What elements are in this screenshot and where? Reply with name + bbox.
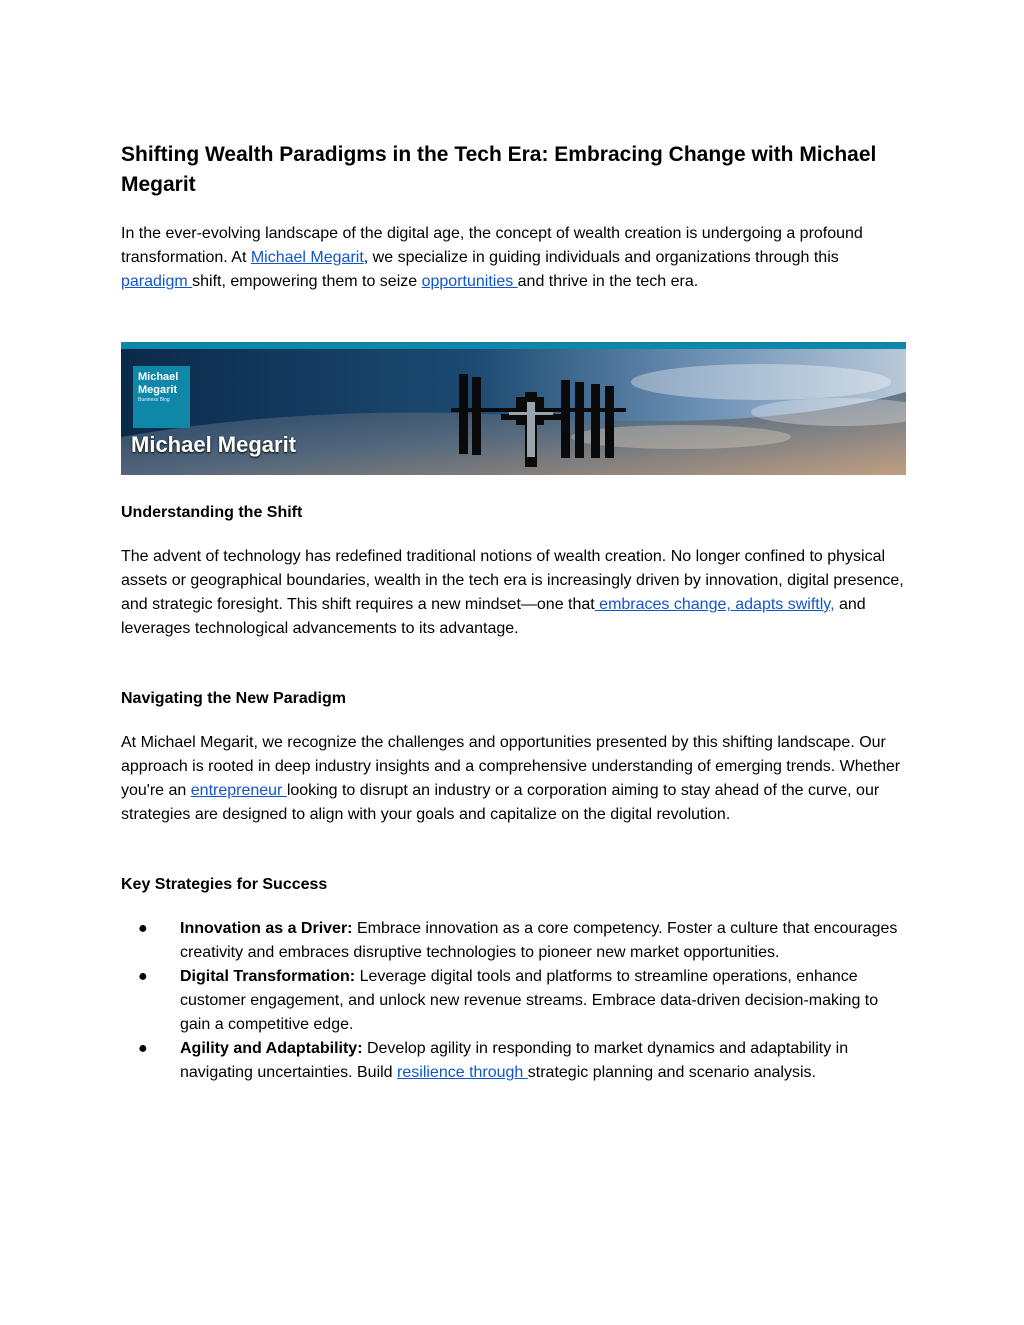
banner-logo bbox=[133, 366, 190, 428]
section1-text-1: The advent of technology has redefined traditional notions of wealth creation. No longer confined to physical assets or geographical boundaries, wealth in the tech era is increasingly driven by innovation, digital presence, and strategic foresight. This shift requires a new mindset—one that bbox=[121, 548, 904, 613]
bullet-icon: ● bbox=[138, 1040, 148, 1057]
banner-logo-line-2: Megarit bbox=[138, 384, 178, 396]
paradigm-link[interactable]: paradigm bbox=[121, 273, 193, 290]
list-item bbox=[121, 1037, 906, 1085]
section-heading-navigating: Navigating the New Paradigm bbox=[121, 690, 346, 707]
section-paragraph-understanding bbox=[121, 545, 906, 641]
list-item-text-2: strategic planning and scenario analysis. bbox=[527, 1064, 816, 1081]
embraces-change-link[interactable]: embraces change, adapts swiftly, bbox=[594, 596, 835, 613]
section1-text-2: and leverages technological advancements to its advantage. bbox=[121, 596, 866, 637]
list-item bbox=[121, 917, 906, 965]
intro-text-3: shift, empowering them to seize bbox=[192, 273, 422, 290]
strategies-list bbox=[121, 917, 906, 1085]
banner-image bbox=[121, 342, 906, 475]
opportunities-link[interactable]: opportunities bbox=[421, 273, 518, 290]
intro-text-1: In the ever-evolving landscape of the digital age, the concept of wealth creation is undergoing a profound transformation. At bbox=[121, 225, 863, 266]
intro-paragraph bbox=[121, 222, 906, 294]
banner-logo-subtitle: Business Blog bbox=[138, 397, 170, 403]
list-item-title: Innovation as a Driver: bbox=[180, 920, 353, 937]
page-title: Shifting Wealth Paradigms in the Tech Era: Embracing Change with Michael Megarit bbox=[121, 143, 877, 196]
list-item-text: Develop agility in responding to market dynamics and adaptability in navigating uncertainties. Build bbox=[180, 1040, 849, 1081]
entrepreneur-link[interactable]: entrepreneur bbox=[190, 782, 287, 799]
list-item-text: Leverage digital tools and platforms to streamline operations, enhance customer engagement, and unlock new revenue streams. Embrace data-driven decision-making to gain a competitive edge. bbox=[180, 968, 879, 1033]
bullet-icon: ● bbox=[138, 920, 148, 937]
section2-text-2: looking to disrupt an industry or a corporation aiming to stay ahead of the curve, our strategies are designed to align with your goals and capitalize on the digital revolution. bbox=[121, 782, 880, 823]
list-item bbox=[121, 965, 906, 1037]
section-heading-understanding: Understanding the Shift bbox=[121, 504, 303, 521]
list-item-title: Digital Transformation: bbox=[180, 968, 356, 985]
resilience-link[interactable]: resilience through bbox=[397, 1064, 528, 1081]
list-item-text: Embrace innovation as a core competency. Foster a culture that encourages creativity and embraces disruptive technologies to pioneer new market opportunities. bbox=[180, 920, 898, 961]
intro-text-2: , we specialize in guiding individuals and organizations through this bbox=[363, 249, 839, 266]
michael-megarit-link[interactable]: Michael Megarit bbox=[250, 249, 364, 266]
list-item-title: Agility and Adaptability: bbox=[180, 1040, 363, 1057]
section2-text-1: At Michael Megarit, we recognize the challenges and opportunities presented by this shifting landscape. Our approach is rooted in deep industry insights and a comprehensive understanding of emerging trends. Whether you're an bbox=[121, 734, 901, 799]
banner-title: Michael Megarit bbox=[131, 432, 297, 457]
section-paragraph-navigating bbox=[121, 731, 906, 827]
banner-logo-line-1: Michael bbox=[138, 371, 179, 383]
bullet-icon: ● bbox=[138, 968, 148, 985]
section-heading-strategies: Key Strategies for Success bbox=[121, 876, 328, 893]
intro-text-4: and thrive in the tech era. bbox=[517, 273, 699, 290]
